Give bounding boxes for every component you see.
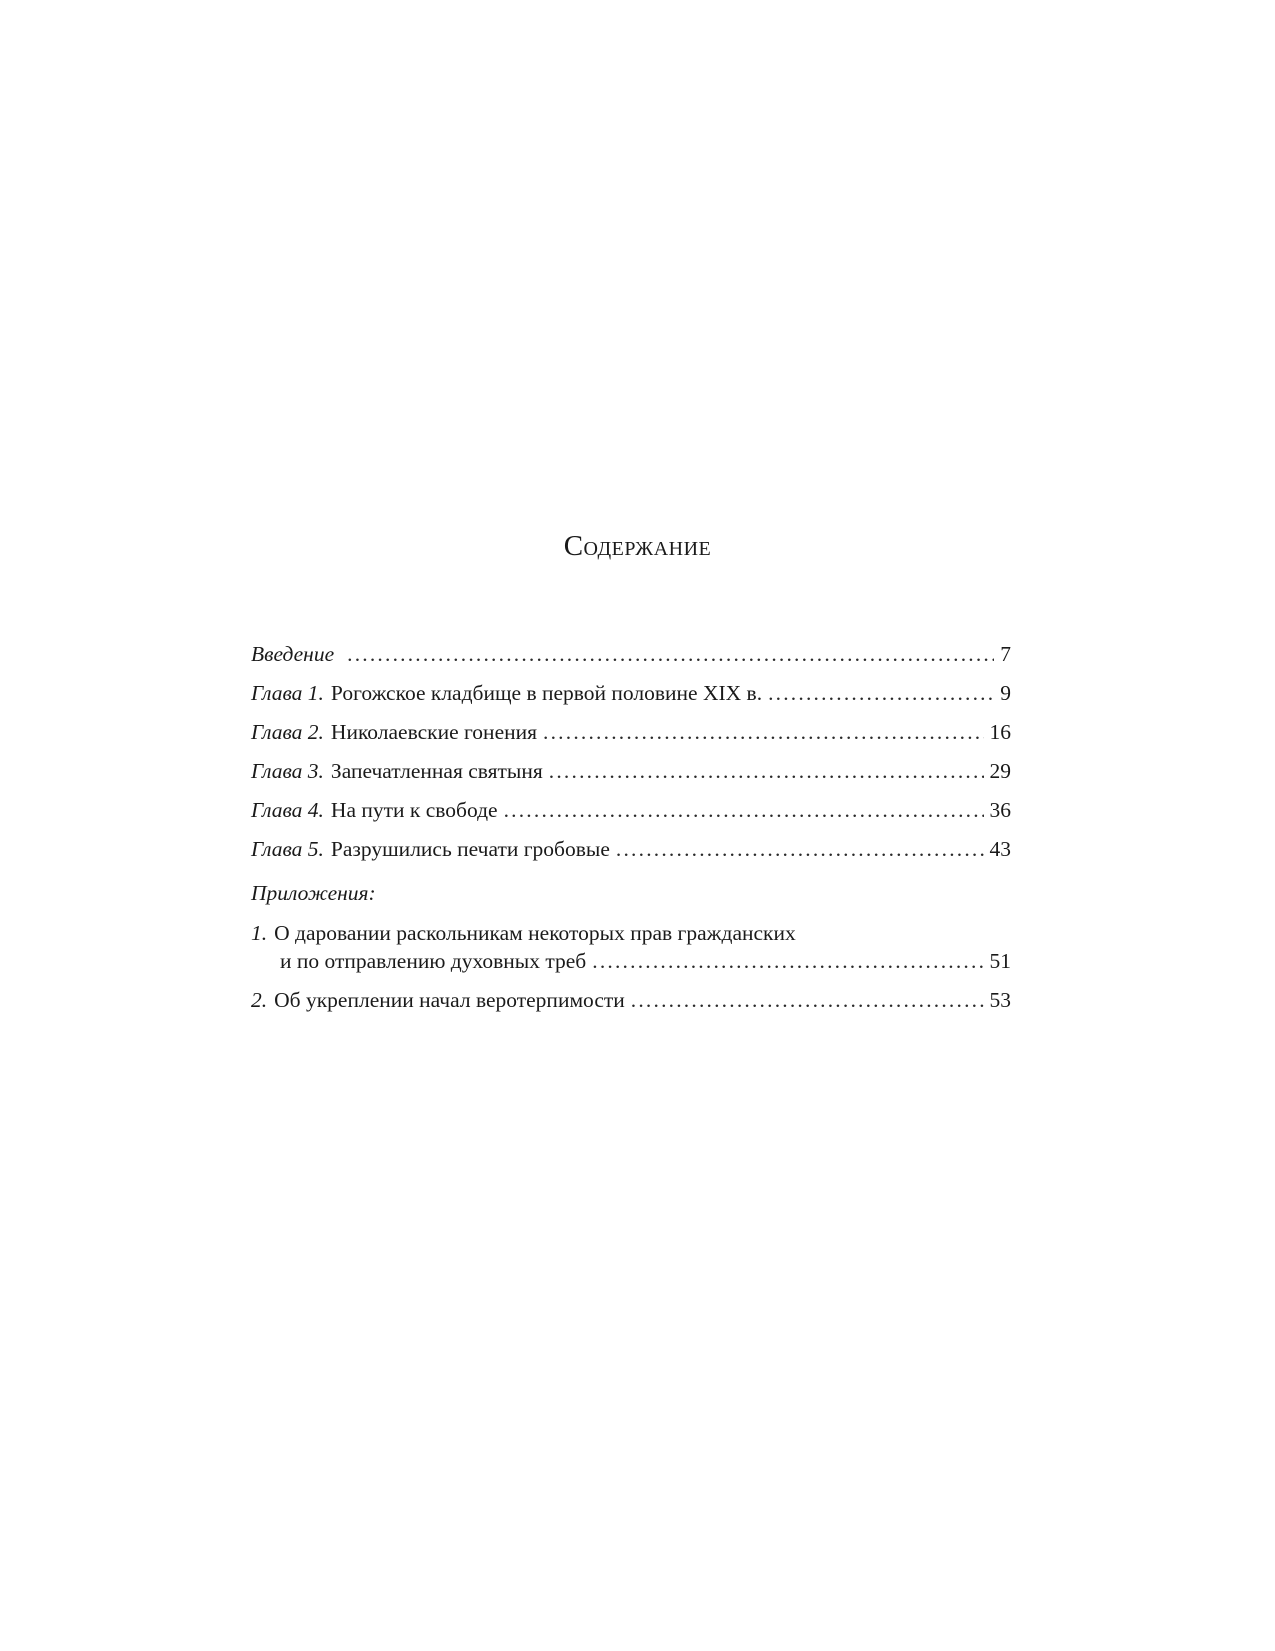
toc-page-number: 16: [989, 720, 1011, 744]
toc-entry-chapter-1[interactable]: [251, 679, 1011, 707]
dot-leader: [616, 835, 984, 863]
toc-entry-chapter-3[interactable]: [251, 757, 1011, 785]
dot-leader: [592, 947, 983, 975]
toc-entry-label: На пути к свободе: [330, 798, 498, 822]
toc-entry-chapter-2[interactable]: [251, 718, 1011, 746]
toc-page-number: 36: [989, 798, 1011, 822]
toc-entry-label: Николаевские гонения: [330, 720, 538, 744]
toc-entry-appendix-1[interactable]: [251, 919, 1011, 975]
toc-page-number: 51: [989, 949, 1011, 973]
dot-leader: [549, 757, 984, 785]
toc-entry-chapter-5[interactable]: [251, 835, 1011, 863]
appendix-heading: Приложения:: [251, 881, 376, 905]
toc-entry-label: О даровании раскольникам некоторых прав гражданских: [274, 921, 796, 945]
toc-entry-lead: Глава 2.: [251, 720, 324, 744]
toc-entry-label: Разрушились печати гробовые: [330, 837, 610, 861]
toc-page-number: 9: [1000, 681, 1011, 705]
toc-entry-lead: 1.: [251, 921, 268, 945]
toc-entry-introduction[interactable]: [251, 640, 1011, 668]
dot-leader: [631, 986, 984, 1014]
toc-entry-lead: 2.: [251, 988, 268, 1012]
toc-page-number: 29: [989, 759, 1011, 783]
toc-entry-label: Рогожское кладбище в первой половине XIX в.: [330, 681, 763, 705]
toc-entry-lead: Глава 4.: [251, 798, 324, 822]
toc-entry-label-continued: и по отправлению духовных треб: [280, 949, 587, 973]
toc-entry-appendix-2[interactable]: [251, 986, 1011, 1014]
toc-page-number: 7: [1000, 642, 1011, 666]
page-title: Содержание: [563, 530, 712, 562]
toc-entry-lead: Глава 3.: [251, 759, 324, 783]
table-of-contents: [251, 640, 1011, 1014]
toc-entry-lead: Введение: [251, 642, 335, 666]
appendix-entry-second-line: [251, 947, 1011, 975]
dot-leader: [504, 796, 984, 824]
dot-leader: [768, 679, 994, 707]
dot-leader: [347, 640, 994, 668]
dot-leader: [543, 718, 983, 746]
appendix-entry-first-line: [251, 919, 1011, 947]
toc-page-number: 53: [989, 988, 1011, 1012]
toc-entry-label: Запечатленная святыня: [330, 759, 543, 783]
toc-page-number: 43: [989, 837, 1011, 861]
toc-entry-lead: Глава 5.: [251, 837, 324, 861]
toc-entry-chapter-4[interactable]: [251, 796, 1011, 824]
toc-entry-lead: Глава 1.: [251, 681, 324, 705]
toc-entry-label: Об укреплении начал веротерпимости: [274, 988, 625, 1012]
